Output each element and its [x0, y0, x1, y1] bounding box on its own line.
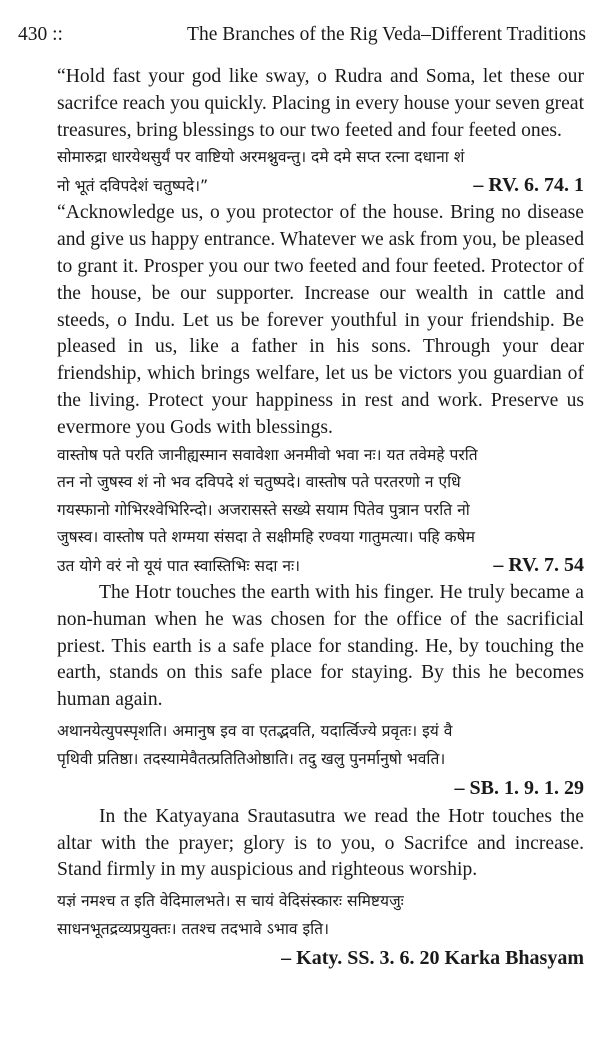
- translation-paragraph-3: The Hotr touches the earth with his finger. He truly became a non-human when he was chosen for the office of the sacrificial priest. This earth is a safe place for standing. He, by touching the earth, stands on this safe place for staying. By this he becomes human again.: [57, 582, 584, 711]
- citation-katy-ss: – Katy. SS. 3. 6. 20 Karka Bhasyam: [281, 947, 584, 970]
- sanskrit-line: जुषस्व। वास्तोष पते शग्मया संसदा ते सक्षीमहि रण्वया गातुमत्या। पहि कषेम: [57, 528, 475, 547]
- sanskrit-line: साधनभूतद्रव्यप्रयुक्तः। ततश्च तदभावे ऽभाव इति।: [57, 919, 329, 938]
- citation-sb-1-9-1-29: – SB. 1. 9. 1. 29: [454, 777, 584, 800]
- page-header: [18, 22, 586, 48]
- sanskrit-line: नो भूतं दविपदेशं चतुष्पदे।”: [57, 176, 209, 195]
- sanskrit-verse-3: [57, 718, 584, 773]
- translation-paragraph-4: In the Katyayana Srautasutra we read the Hotr touches the altar with the prayer; glory is to you, o Sacrifce and increase. Stand firmly in my auspicious and righteous worship.: [57, 805, 584, 881]
- page-number: 430 ::: [18, 24, 63, 45]
- citation-rv-7-54: – RV. 7. 54: [493, 553, 584, 576]
- sanskrit-line: सोमारुद्रा धारयेथसुर्यं पर वाष्टियो अरमश्नुवन्तु। दमे दमे सप्त रत्ना दधाना शं: [57, 148, 465, 167]
- sanskrit-verse-4: [57, 888, 584, 943]
- sanskrit-verse-2: [57, 442, 584, 581]
- translation-paragraph-2: “Acknowledge us, o you protector of the house. Bring no disease and give us happy entrance. Whatever we ask from you, be pleased to grant it. Prosper you our two feeted and four feeted. Protector of the house, be our supporter. Increase our wealth in cattle and steeds, o Indu. Let us be forever youthful in your friendship. Be pleased in us, like a father in his sons. Through your dear friendship, which brings welfare, let us be victors you guardian of the living. Protect your happiness in rest and work. Preserve us evermore you Gods with blessings.: [57, 202, 584, 438]
- sanskrit-line: गयस्फानो गोभिरश्वेभिरिन्दो। अजरासस्ते सख्ये सयाम पितेव पुत्रान परति नो: [57, 500, 470, 519]
- page-body: [57, 64, 584, 974]
- sanskrit-line: वास्तोष पते परति जानीह्यस्मान सवावेशा अनमीवो भवा नः। यत तवेमहे परति: [57, 445, 478, 464]
- sanskrit-line: यज्ञं नमश्च त इति वेदिमालभते। स चायं वेदिसंस्कारः समिष्टयजुः: [57, 892, 404, 911]
- verse-citation-line: [57, 552, 584, 581]
- sanskrit-line: तन नो जुषस्व शं नो भव दविपदे शं चतुष्पदे। वास्तोष पते परतरणो न एधि: [57, 473, 461, 492]
- sanskrit-line: पृथिवी प्रतिष्ठा। तदस्यामेवैतत्प्रतितिओष्ठाति। तदु खलु पुनर्मानुषो भवति।: [57, 749, 446, 768]
- sanskrit-verse-1: [57, 144, 584, 200]
- translation-paragraph-1: “Hold fast your god like sway, o Rudra and Soma, let these our sacrifce reach you quickly. Placing in every house your seven great treasures, bring blessings to our two feeted and four feeted ones.: [57, 66, 585, 141]
- sanskrit-line: उत योगे वरं नो यूयं पात स्वास्तिभिः सदा नः।: [57, 556, 301, 575]
- running-title: The Branches of the Rig Veda–Different Traditions: [187, 24, 586, 45]
- verse-citation-line: [57, 172, 584, 201]
- citation-rv-6-74-1: – RV. 6. 74. 1: [473, 173, 584, 196]
- sanskrit-line: अथानयेत्युपस्पृशति। अमानुष इव वा एतद्भवति, यदार्त्विज्ये प्रवृतः। इयं वै: [57, 722, 453, 741]
